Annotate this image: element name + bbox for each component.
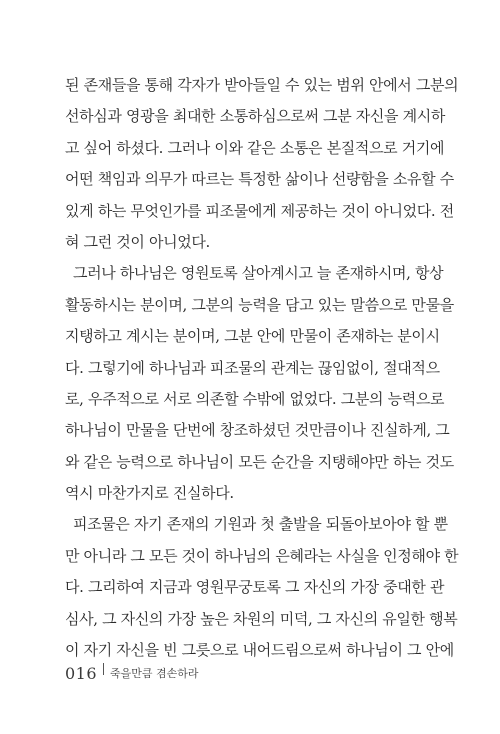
footer-divider [103, 663, 104, 675]
text-line: 이 자기 자신을 빈 그릇으로 내어드림으로써 하나님이 그 안에 [65, 641, 454, 660]
text-line: 혀 그런 것이 아니었다. [65, 232, 210, 251]
page-footer [65, 663, 199, 683]
text-line: 고 싶어 하셨다. 그러나 이와 같은 소통은 본질적으로 거기에 [65, 138, 445, 157]
text-line: 심사, 그 자신의 가장 높은 차원의 미덕, 그 자신의 유일한 행복 [65, 609, 458, 628]
page-number: 016 [65, 663, 98, 683]
text-line: 있게 하는 무엇인가를 피조물에게 제공하는 것이 아니었다. 전 [65, 201, 454, 220]
text-line: 된 존재들을 통해 각자가 받아들일 수 있는 범위 안에서 그분의 [65, 76, 459, 94]
text-line: 피조물은 자기 존재의 기원과 첫 출발을 되돌아보아야 할 뿐 [73, 515, 448, 534]
text-line: 다. 그리하여 지금과 영원무궁토록 그 자신의 가장 중대한 관 [65, 578, 445, 597]
text-line: 어떤 책임과 의무가 따르는 특정한 삶이나 선량함을 소유할 수 [65, 170, 454, 189]
text-line: 선하심과 영광을 최대한 소통하심으로써 그분 자신을 계시하 [65, 107, 446, 126]
text-line: 활동하시는 분이며, 그분의 능력을 담고 있는 말씀으로 만물을 [65, 295, 454, 314]
paragraph-3 [65, 509, 459, 666]
text-line: 다. 그렇기에 하나님과 피조물의 관계는 끊임없이, 절대적으 [65, 358, 440, 377]
running-title: 죽을만큼 겸손하라 [110, 667, 199, 680]
paragraph-1 [65, 70, 459, 258]
text-line: 역시 마찬가지로 진실하다. [65, 484, 234, 503]
paragraph-2 [65, 258, 454, 509]
text-line: 와 같은 능력으로 하나님이 모든 순간을 지탱해야만 하는 것도 [65, 452, 454, 471]
text-line: 하나님이 만물을 단번에 창조하셨던 것만큼이나 진실하게, 그 [65, 421, 450, 440]
text-line: 지탱하고 계시는 분이며, 그분 안에 만물이 존재하는 분이시 [65, 327, 440, 346]
text-line: 만 아니라 그 모든 것이 하나님의 은혜라는 사실을 인정해야 한 [65, 546, 459, 565]
text-line: 로, 우주적으로 서로 의존할 수밖에 없었다. 그분의 능력으로 [65, 389, 445, 408]
page-body [65, 70, 459, 666]
text-line: 그러나 하나님은 영원토록 살아계시고 늘 존재하시며, 항상 [73, 264, 444, 283]
